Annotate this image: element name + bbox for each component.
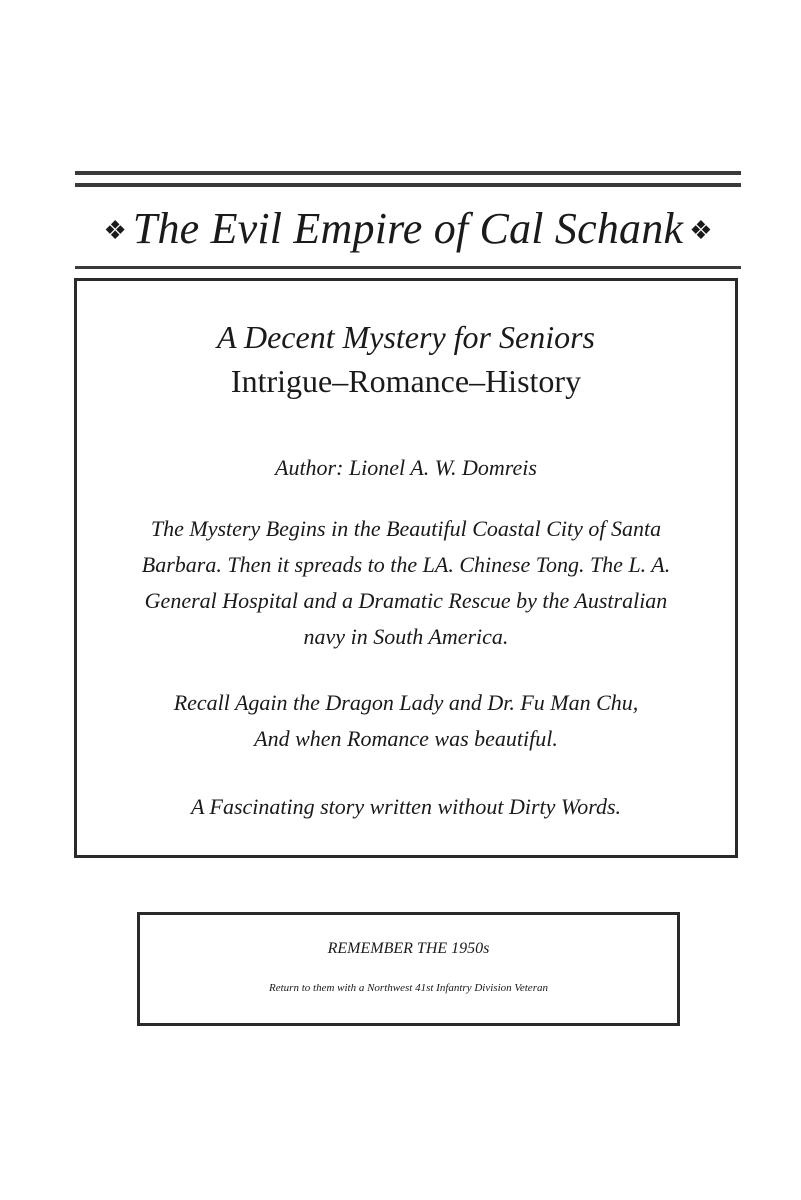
genre-line: Intrigue–Romance–History [230,363,582,399]
badge-tagline: Return to them with a Northwest 41st Infantry Division Veteran [269,982,548,994]
recall-line: Recall Again the Dragon Lady and Dr. Fu Man Chu, [173,690,639,715]
synopsis-panel [74,278,738,858]
author-line: Author: Lionel A. W. Domreis [275,455,537,480]
top-rule-upper [75,171,741,175]
veteran-badge [137,912,680,1026]
diamond-ornament-icon: ❖ [103,216,127,245]
top-rule-lower [75,183,741,187]
recall-paragraph [93,685,719,757]
synopsis-line: General Hospital and a Dramatic Rescue by the Australian [144,588,668,613]
book-subtitle: A Decent Mystery for Seniors [217,319,595,355]
title-row [75,196,741,260]
title-bottom-rule [75,266,741,269]
synopsis-line: Barbara. Then it spreads to the LA. Chinese Tong. The L. A. [141,552,671,577]
book-title: The Evil Empire of Cal Schank [132,203,684,253]
closing-line: A Fascinating story written without Dirty Words. [190,794,622,819]
recall-line: And when Romance was beautiful. [254,726,558,751]
badge-headline: REMEMBER THE 1950s [327,940,490,957]
synopsis-line: The Mystery Begins in the Beautiful Coastal City of Santa [150,516,662,541]
diamond-ornament-icon: ❖ [689,216,713,245]
synopsis-line: navy in South America. [303,624,509,649]
synopsis-paragraph [93,511,719,655]
